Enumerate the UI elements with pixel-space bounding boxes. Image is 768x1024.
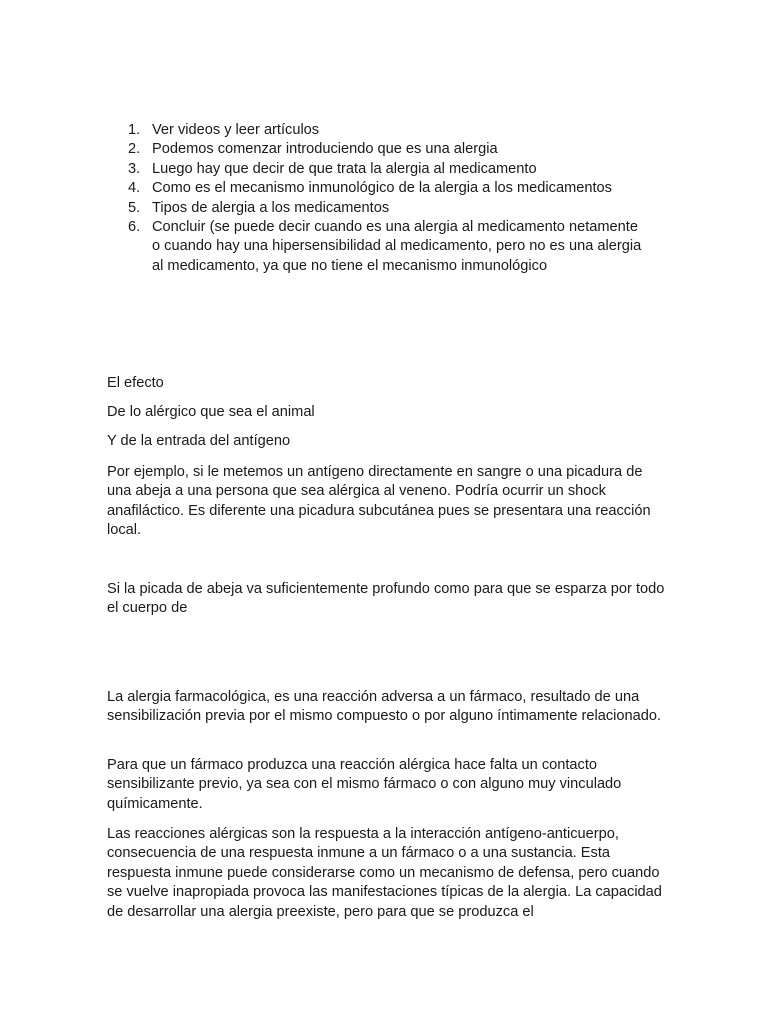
paragraph-contacto-sensibilizante: Para que un fármaco produzca una reacción alérgica hace falta un contacto sensibilizante previo, ya sea con el mismo fármaco o con alguno muy vinculado químicamente. bbox=[107, 757, 622, 812]
paragraph-ejemplo-picadura: Por ejemplo, si le metemos un antígeno directamente en sangre o una picadura de una abeja a una persona que sea alérgica al veneno. Podría ocurrir un shock anafiláctico. Es diferente una picadura subcutánea pues se presentara una reacción local. bbox=[107, 464, 651, 539]
list-item bbox=[128, 199, 648, 218]
list-number: 2. bbox=[128, 141, 141, 158]
list-text: Concluir (se puede decir cuando es una alergia al medicamento netamente o cuando hay una hipersensibilidad al medicamento, pero no es una alergia al medicamento, ya que no tiene el mecanismo inmunológico bbox=[152, 219, 642, 274]
list-text: Podemos comenzar introduciendo que es una alergia bbox=[152, 141, 498, 158]
paragraph-reacciones-alergicas: Las reacciones alérgicas son la respuesta a la interacción antígeno-anticuerpo, consecuencia de una respuesta inmune a un fármaco o a una sustancia. Esta respuesta inmune puede considerarse como un mecanismo de defensa, pero cuando se vuelve inapropiada provoca las manifestaciones típicas de la alergia. La capacidad de desarrollar una alergia preexiste, pero para que se produzca el bbox=[107, 826, 662, 920]
list-text: Tipos de alergia a los medicamentos bbox=[152, 199, 390, 216]
list-number: 3. bbox=[128, 160, 141, 177]
list-text: Como es el mecanismo inmunológico de la alergia a los medicamentos bbox=[152, 180, 612, 197]
list-number: 1. bbox=[128, 122, 141, 138]
list-number: 5. bbox=[128, 199, 141, 216]
list-item bbox=[128, 160, 648, 179]
paragraph-picada-abeja: Si la picada de abeja va suficientemente profundo como para que se esparza por todo el cuerpo de bbox=[107, 581, 665, 617]
paragraph-el-efecto: El efecto bbox=[107, 375, 164, 391]
list-item bbox=[128, 179, 648, 198]
paragraph-entrada-antigeno: Y de la entrada del antígeno bbox=[107, 433, 291, 449]
numbered-list bbox=[128, 121, 648, 276]
paragraph-alergico-animal: De lo alérgico que sea el animal bbox=[107, 404, 315, 420]
list-item bbox=[128, 218, 648, 276]
list-item bbox=[128, 140, 648, 159]
list-number: 6. bbox=[128, 219, 141, 236]
list-number: 4. bbox=[128, 180, 141, 197]
list-text: Ver videos y leer artículos bbox=[152, 122, 320, 138]
list-text: Luego hay que decir de que trata la alergia al medicamento bbox=[152, 160, 537, 177]
list-item bbox=[128, 121, 648, 140]
paragraph-alergia-farmacologica: La alergia farmacológica, es una reacción adversa a un fármaco, resultado de una sensibilización previa por el mismo compuesto o por alguno íntimamente relacionado. bbox=[107, 689, 662, 725]
